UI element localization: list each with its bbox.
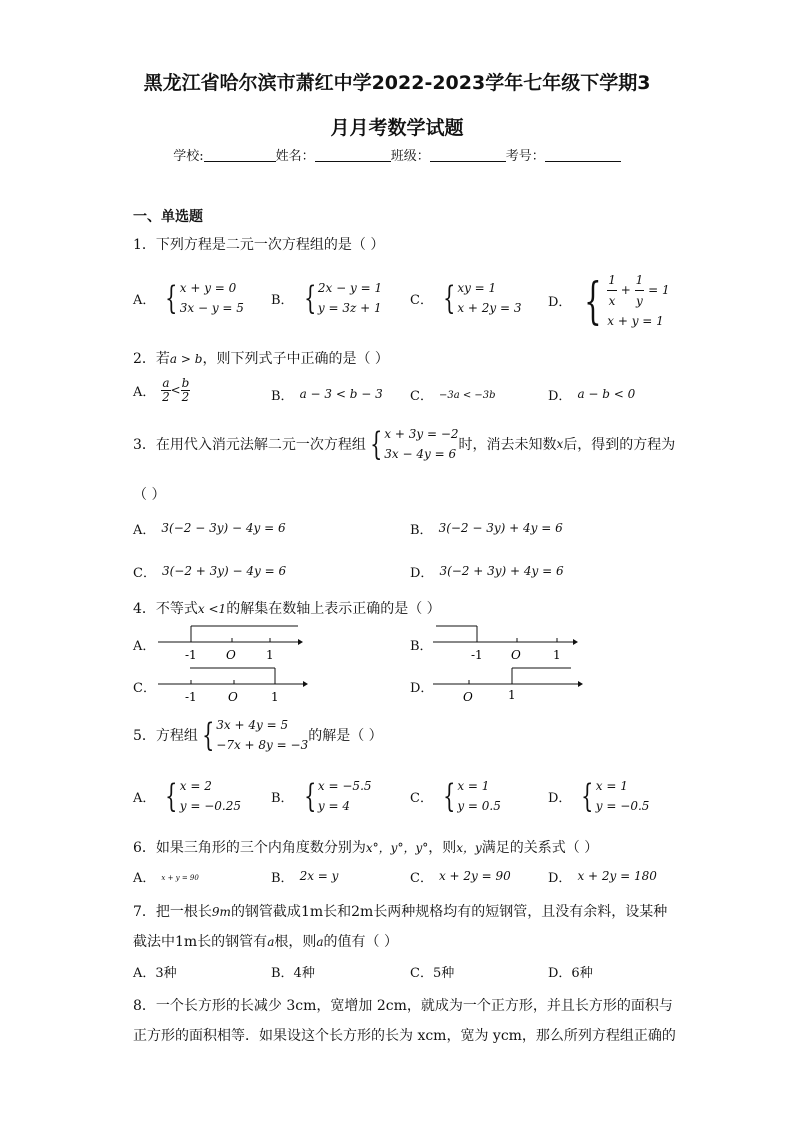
question-8-line1: 8．一个长方形的长减少 3cm，宽增加 2cm，就成为一个正方形，并且长方形的面积与: [133, 998, 673, 1014]
exam-title-line2: 月月考数学试题: [330, 117, 464, 139]
class-blank[interactable]: [430, 149, 506, 162]
q2-option-c[interactable]: C． −3a < −3b: [410, 389, 496, 404]
student-info-line: [0, 145, 794, 164]
school-blank[interactable]: [204, 149, 276, 162]
q1-option-a[interactable]: A． { x + y = 0 3x − y = 5: [133, 279, 244, 317]
q4-option-d[interactable]: D．: [410, 681, 434, 696]
question-3-stem: 3．在用代入消元法解二元一次方程组 { x + 3y = −2 3x − 4y = 6 时，消去未知数x后，得到的方程为: [133, 425, 676, 463]
q5-option-b[interactable]: B． { x = −5.5 y = 4: [271, 777, 372, 815]
q6-option-c[interactable]: C． x + 2y = 90: [410, 869, 511, 886]
q4-option-b[interactable]: B．: [410, 639, 433, 654]
q4-option-a[interactable]: A．: [133, 639, 156, 654]
q1-option-d[interactable]: D． { $\frac{1}{x}$ + $\frac{1}{y}$ = 1 x + y = 1: [548, 271, 670, 330]
question-7-line2: 截法中1m长的钢管有a根，则a的值有（ ）: [133, 934, 398, 950]
svg-text:O: O: [228, 690, 238, 704]
svg-text:O: O: [511, 648, 521, 662]
q7-option-c[interactable]: C．5种: [410, 966, 455, 981]
question-2-stem: 2．若a > b，则下列式子中正确的是（ ）: [133, 351, 389, 367]
q6-option-d[interactable]: D． x + 2y = 180: [548, 869, 657, 886]
q5-option-d[interactable]: D． { x = 1 y = −0.5: [548, 777, 650, 815]
q6-option-b[interactable]: B． 2x = y: [271, 869, 339, 886]
svg-text:1: 1: [508, 688, 516, 702]
school-label: 学校:: [173, 149, 204, 164]
q1-option-b[interactable]: B． { 2x − y = 1 y = 3z + 1: [271, 279, 383, 317]
q3-option-d[interactable]: D． 3(−2 + 3y) + 4y = 6: [410, 564, 564, 581]
exam-no-blank[interactable]: [545, 149, 621, 162]
exam-title-line1: 黑龙江省哈尔滨市萧红中学2022-2023学年七年级下学期3: [143, 72, 651, 94]
question-7-line1: 7．把一根长9m的钢管截成1m长和2m长两种规格均有的短钢管，且没有余料，设某种: [133, 904, 668, 920]
q6-option-a[interactable]: A． x + y = 90: [133, 871, 199, 886]
q7-option-b[interactable]: B．4种: [271, 966, 315, 981]
question-3-paren: （ ）: [133, 487, 166, 503]
svg-text:O: O: [463, 690, 473, 704]
exam-no-label: 考号：: [505, 149, 545, 164]
q7-option-a[interactable]: A．3种: [133, 966, 177, 981]
q5-option-a[interactable]: A． { x = 2 y = −0.25: [133, 777, 241, 815]
q3-option-a[interactable]: A． 3(−2 − 3y) − 4y = 6: [133, 521, 286, 538]
q4-d-number-line: [433, 664, 583, 710]
question-8-line2: 正方形的面积相等．如果设这个长方形的长为 xcm，宽为 ycm，那么所列方程组正确的: [133, 1028, 676, 1044]
q1-option-c[interactable]: C． { xy = 1 x + 2y = 3: [410, 279, 522, 317]
q2-option-b[interactable]: B． a − 3 < b − 3: [271, 387, 383, 404]
svg-text:1: 1: [266, 648, 274, 662]
class-label: 班级：: [390, 149, 430, 164]
svg-text:-1: -1: [471, 648, 483, 662]
svg-text:1: 1: [271, 690, 279, 704]
q4-b-number-line: [433, 622, 578, 668]
question-4-stem: 4．不等式x <1的解集在数轴上表示正确的是（ ）: [133, 601, 441, 617]
q5-option-c[interactable]: C． { x = 1 y = 0.5: [410, 777, 501, 815]
q2-option-a[interactable]: A． $\frac{a}{2}$ < $\frac{b}{2}$: [133, 376, 190, 404]
svg-text:-1: -1: [185, 690, 197, 704]
q4-option-c[interactable]: C．: [133, 681, 156, 696]
question-1-stem: 1．下列方程是二元一次方程组的是（ ）: [133, 237, 385, 253]
q7-option-d[interactable]: D．6种: [548, 966, 593, 981]
q4-c-number-line: [158, 664, 308, 710]
question-5-stem: 5．方程组 { 3x + 4y = 5 −7x + 8y = −3 的解是（ ）: [133, 716, 383, 754]
svg-text:O: O: [226, 648, 236, 662]
question-6-stem: 6．如果三角形的三个内角度数分别为x°，y°，y°，则x，y满足的关系式（ ）: [133, 840, 599, 856]
svg-text:-1: -1: [185, 648, 197, 662]
svg-text:1: 1: [553, 648, 561, 662]
q3-option-b[interactable]: B． 3(−2 − 3y) + 4y = 6: [410, 521, 563, 538]
q2-option-d[interactable]: D． a − b < 0: [548, 387, 636, 404]
q4-a-number-line: [158, 622, 303, 668]
name-label: 姓名：: [275, 149, 315, 164]
name-blank[interactable]: [315, 149, 391, 162]
section-heading: 一、单选题: [133, 209, 203, 225]
q3-option-c[interactable]: C． 3(−2 + 3y) − 4y = 6: [133, 564, 287, 581]
